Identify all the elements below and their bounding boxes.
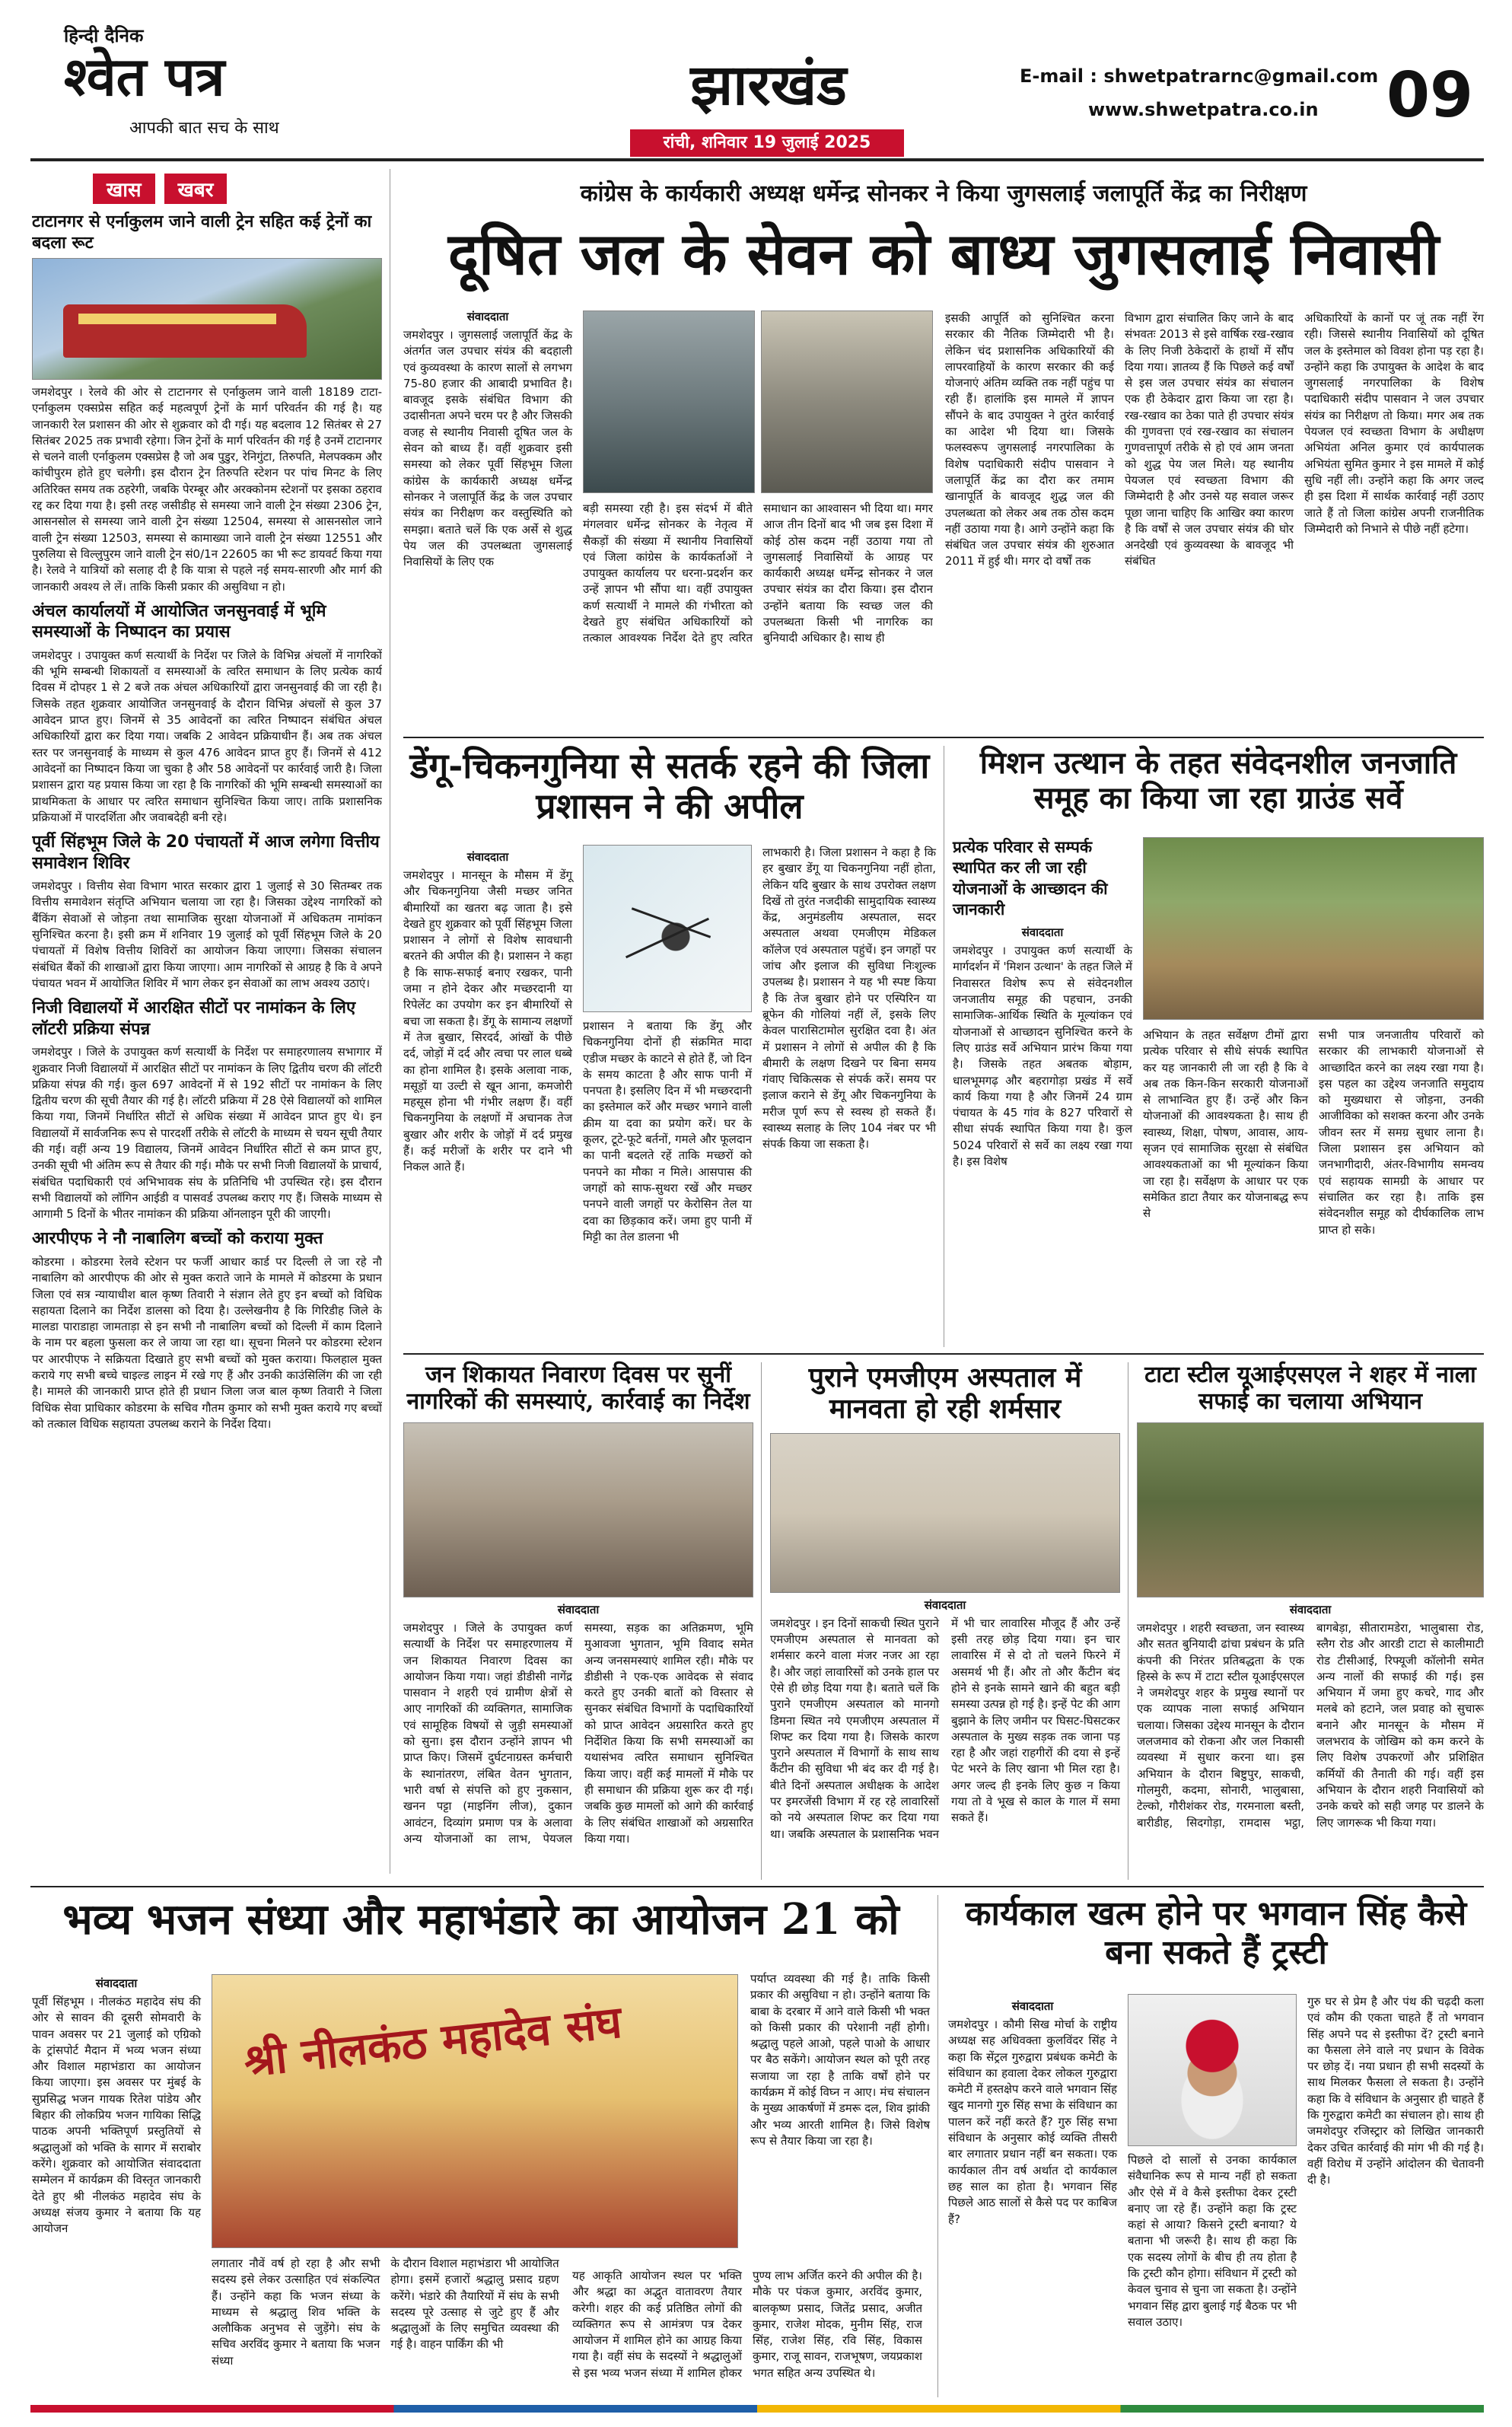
masthead-rule [30, 158, 1484, 161]
grievance-body: जमशेदपुर । जिले के उपायुक्त कर्ण सत्यार्थी के निर्देश पर समाहरणालय में जन शिकायत निवारण दिवस का आयोजन किया गया। जहां डीडीसी नागेंद्र पासवान ने शहरी एवं ग्रामीण क्षेत्रों से आए नागरिकों की व्यक्तिगत, सामाजिक एवं सामूहिक विषयों से जुड़ी समस्याओं को सुना। इस दौरान उन्होंने ज्ञापन भी प्राप्त किए। जिसमें दुर्घटनाग्रस्त कर्मचारी के स्थानांतरण, लंबित वेतन भुगतान, भारी वर्षा से संपत्ति को हुए नुकसान, खनन पट्टा (माइनिंग लीज), दुकान आवंटन, दिव्यांग प्रमाण पत्र के अलावा अन्य योजनाओं का लाभ, पेयजल समस्या, सड़क का अतिक्रमण, भूमि मुआवजा भुगतान, भूमि विवाद समेत अन्य जनसमस्याएं शामिल रही। मौके पर डीडीसी ने एक-एक आवेदक से संवाद करते हुए उनकी बातों को विस्तार से सुनकर संबंधित विभागों के पदाधिकारियों को प्राप्त आवेदन अग्रसारित करते हुए निर्देशित किया कि सभी समस्याओं का यथासंभव त्वरित समाधान सुनिश्चित किया जाए। वहीं कई मामलों में मौके पर ही समाधान की प्रक्रिया शुरू कर दी गई। जबकि कुछ मामलों को आगे की कार्रवाई के लिए संबंधित शाखाओं को अग्रसारित किया गया। [403, 1621, 753, 1846]
trustee-byline: संवाददाता [1011, 1999, 1054, 2013]
bhajan-byline: संवाददाता [95, 1976, 138, 1990]
bottom-section-rule [30, 1886, 1484, 1887]
dengue-body-2: प्रशासन ने बताया कि डेंगू और चिकनगुनिया दोनों ही संक्रमित मादा एडीज मच्छर के काटने से होते हैं, जो दिन के समय काटता है और साफ पानी में पनपता है। इसलिए दिन में भी मच्छरदानी का इस्तेमाल करें और मच्छर भगाने वाली क्रीम या दवा का प्रयोग करें। घर के कूलर, टूटे-फूटे बर्तनों, गमले और फूलदान का पानी बदलते रहें ताकि मच्छरों को पनपने का मौका न मिले। आसपास की जगहों को साफ-सुथरा रखें और मच्छर पनपने वाली जगहों पर केरोसिन तेल या दवा का छिड़काव करें। जमा हुए पानी में मिट्टी का तेल डालना भी [583, 1019, 752, 1244]
lead-photo-1 [583, 311, 755, 493]
section-tabs [93, 174, 382, 204]
left-story-3-title: पूर्वी सिंहभूम जिले के 20 पंचायतों में आज लगेगा वित्तीय समावेशन शिविर [32, 833, 380, 873]
left-column [32, 169, 382, 1874]
grievance-headline: जन शिकायत निवारण दिवस पर सुनीं नागरिकों की समस्याएं, कार्रवाई का निर्देश [406, 1362, 750, 1415]
masthead-tag: हिन्दी दैनिक [64, 25, 144, 46]
bhajan-body-3: के दौरान विशाल महाभंडारा भी आयोजित होगा। इसमें हजारों श्रद्धालु प्रसाद ग्रहण करेंगे। भंडारे की तैयारियों में संघ के सभी सदस्य पूरे उत्साह से जुटे हुए हैं और श्रद्धालुओं के लिए समुचित व्यवस्था की गई है। वाहन पार्किंग की भी [390, 2257, 559, 2352]
mgm-byline: संवाददाता [924, 1597, 966, 1612]
masthead-tagline: आपकी बात सच के साथ [129, 119, 279, 138]
mgm-headline: पुराने एमजीएम अस्पताल में मानवता हो रही शर्मसार [808, 1362, 1082, 1425]
left-story-1-title: टाटानगर से एर्नाकुलम जाने वाली ट्रेन सहित कई ट्रेनों का बदला रूट [32, 212, 372, 253]
lead-body-3: इसकी आपूर्ति को सुनिश्चित करना सरकार की नैतिक जिम्मेदारी भी है। लेकिन चंद प्रशासनिक अधिकारियों की लापरवाहियों के कारण सरकार की कई योजनाएं अंतिम व्यक्ति तक नहीं पहुंच पा रही हैं। हालांकि इस मामले में ज्ञापन सौंपने के बाद उपायुक्त ने तुरंत कार्रवाई का आदेश भी दिया था। जिसके फलस्वरूप जुगसलाई नगरपालिका के विशेष पदाधिकारी संदीप पासवान ने जलापूर्ति केंद्र का दौरा कर तमाम खानापूर्ति के बावजूद शुद्ध जल की उपलब्धता को लेकर अब तक ठोस कदम नहीं उठाया गया है। आगे उन्होंने कहा कि संबंधित जल उपचार संयंत्र की शुरुआत 2011 में हुई थी। मगर दो वर्षों तक [945, 311, 1114, 569]
dengue-headline: डेंगू-चिकनगुनिया से सतर्क रहने की जिला प्रशासन ने की अपील [409, 745, 930, 827]
mid-rule [403, 1353, 1484, 1355]
bhajan-divider [937, 1895, 938, 2397]
bhajan-headline: भव्य भजन संध्या और महाभंडारे का आयोजन 21 को [62, 1894, 899, 1944]
lead-body-4: विभाग द्वारा संचालित किए जाने के बाद संभवतः 2013 से इसे वार्षिक रख-रखाव के लिए निजी ठेकेदारों के हाथों में सौंप दिया गया। ज्ञातव्य हैं कि पिछले कई वर्षों से इस जल उपचार संयंत्र का संचालन एक ही ठेकेदार द्वारा किया जा रहा है। रख-रखाव का ठेका पाते ही उपचार संयंत्र की गुणवत्ता एवं रख-रखाव का संचालन गुणवत्तापूर्ण तरीके से हो एवं आम जनता को शुद्ध पेय जल मिले। यह स्थानीय पेयजल एवं स्वच्छता विभाग की जिम्मेदारी है और उनसे यह सवाल जरूर पूछा जाना चाहिए कि आखिर क्या कारण है कि वर्षों से जल उपचार संयंत्र की घोर अनदेखी एवं कुव्यवस्था के बावजूद भी संबंधित [1125, 311, 1294, 569]
mission-body-3: सभी पात्र जनजातीय परिवारों को सरकार की लाभकारी योजनाओं से आच्छादित करने का लक्ष्य रखा गया है। इस पहल का उद्देश्य जनजाति समुदाय को मुख्यधारा से जोड़ना, उनकी आजीविका को सशक्त करना और उनके जीवन स्तर में समग्र सुधार लाना है। जिला प्रशासन इस अभियान को जनभागीदारी, अंतर-विभागीय समन्वय एवं सहायक सामग्री के आधार पर संचालित कर रहा है। ताकि इस संवेदनशील समूह को दीर्घकालिक लाभ प्राप्त हो सके। [1319, 1028, 1484, 1237]
trustee-body-3: गुरु घर से प्रेम है और पंथ की चढ़दी कला एवं कौम की एकता चाहते हैं तो भगवान सिंह अपने पद से इस्तीफा दें? ट्रस्टी बनाने का फैसला लेने वाले नए प्रधान के विवेक पर छोड़ दें। नया प्रधान ही सभी सदस्यों के साथ मिलकर फैसला ले सकता है। उन्होंने कहा कि वे संविधान के अनुसार ही चाहते हैं कि गुरुद्वारा कमेटी का संचालन हो। साथ ही जमशेदपुर रजिस्ट्रार को लिखित जानकारी देकर उचित कार्रवाई की मांग भी की गई है। वहीं विरोध में उन्होंने आंदोलन की चेतावनी दी है। [1307, 1995, 1484, 2187]
grievance-divider [761, 1362, 762, 1880]
bhajan-body-2: लगातार नौवें वर्ष हो रहा है और सभी सदस्य इसे लेकर उत्साहित एवं संकल्पित हैं। उन्होंने कहा कि भजन संध्या के माध्यम से श्रद्धालु शिव भक्ति के अलौकिक अनुभव से जुड़ेंगे। संघ के सचिव अरविंद कुमार ने बताया कि भजन संध्या [212, 2257, 380, 2368]
grievance-story [403, 1362, 753, 1880]
mgm-story [770, 1362, 1120, 1880]
dengue-body-1: जमशेदपुर । मानसून के मौसम में डेंगू और चिकनगुनिया जैसी मच्छर जनित बीमारियों का खतरा बढ़ जाता है। इसे देखते हुए शुक्रवार को पूर्वी सिंहभूम जिला प्रशासन ने लोगों से विशेष सावधानी बरतने की अपील की है। प्रशासन ने कहा है कि साफ-सफाई बनाए रखकर, पानी जमा न होने देकर और मच्छरदानी या रिपेलेंट का उपयोग कर इन बीमारियों से बचा जा सकता है। डेंगू के सामान्य लक्षणों में तेज बुखार, सिरदर्द, आंखों के पीछे दर्द, जोड़ों में दर्द और त्वचा पर लाल धब्बे का होना शामिल है। इसके अलावा नाक, मसूड़ों या उल्टी से खून आना, कमजोरी महसूस होना भी गंभीर लक्षण हैं। वहीं चिकनगुनिया के लक्षणों में अचानक तेज बुखार और शरीर के जोड़ों में दर्द प्रमुख हैं। कई मरीजों के शरीर पर दाने भी निकल आते हैं। [403, 868, 572, 1174]
bhajan-body-5: यह आकृति आयोजन स्थल पर भक्ति और श्रद्धा का अद्भुत वातावरण तैयार करेगी। शहर की कई प्रतिष्ठित लोगों की व्यक्तिगत रूप से आमंत्रण पत्र देकर आयोजन में शामिल होने का आग्रह किया गया है। वहीं संघ के सदस्यों ने श्रद्धालुओं से इस भव्य भजन संध्या में शामिल होकर पुण्य लाभ अर्जित करने की अपील की है। मौके पर पंकज कुमार, अरविंद कुमार, बालकृष्ण प्रसाद, जितेंद्र प्रसाद, अजीत कुमार, राजेश मोदक, मुनीम सिंह, राज सिंह, राजेश सिंह, रवि सिंह, विकास कुमार, राजू सावन, राजभूषण, जयप्रकाश भगत सहित अन्य उपस्थित थे। [572, 2269, 922, 2380]
mgm-body: जमशेदपुर । इन दिनों साकची स्थित पुराने एमजीएम अस्पताल से मानवता को शर्मसार करने वाला मंजर नजर आ रहा है। और जहां लावारिसों को उनके हाल पर ऐसे ही छोड़ दिया गया है। बताते चलें कि पुराने एमजीएम अस्पताल को मानगो डिमना स्थित नये एमजीएम अस्पताल में शिफ्ट कर दिया गया है। जिसके कारण पुराने अस्पताल में विभागों के साथ साथ कैंटीन की सुविधा भी बंद कर दी गई है। बीते दिनों अस्पताल अधीक्षक के आदेश पर इमरजेंसी विभाग में रह रहे लावारिसों को नये अस्पताल शिफ्ट कर दिया गया था। जबकि अस्पताल के प्रशासनिक भवन में भी चार लावारिस मौजूद हैं और उन्हें इसी तरह छोड़ दिया गया। इन चार लावारिस में से दो तो चलने फिरने में असमर्थ भी हैं। और तो और कैंटीन बंद होने से इनके सामने खाने की बहुत बड़ी समस्या उत्पन्न हो गई है। इन्हें पेट की आग बुझाने के लिए जमीन पर घिसट-घिसटकर अस्पताल के मुख्य सड़क तक जाना पड़ रहा है और जहां राहगीरों की दया से इन्हें पेट भरने के लिए खाना भी मिल रहा है। अगर जल्द ही इनके लिए कुछ न किया गया तो वे भूख से काल के गाल में समा सकते हैं। [770, 1616, 1120, 1841]
lead-body-1: जमशेदपुर । जुगसलाई जलापूर्ति केंद्र के अंतर्गत जल उपचार संयंत्र की बदहाली एवं कुव्यवस्था के कारण सालों से लगभग 75-80 हजार की आबादी प्रभावित है। बावजूद इसके संबंधित विभाग की उदासीनता अपने चरम पर है और जिसकी वजह से स्थानीय निवासी दूषित जल के सेवन को बाध्य हैं। वहीं शुक्रवार इसी समस्या को लेकर पूर्वी सिंहभूम जिला कांग्रेस के कार्यकारी अध्यक्ष धर्मेन्द्र सोनकर ने जलापूर्ति केंद्र के जल उपचार संयंत्र का निरीक्षण कर वस्तुस्थिति को समझा। बताते चलें कि एक अर्से से शुद्ध पेय जल की उपलब्धता जुगसलाई निवासियों के लिए एक [403, 328, 572, 569]
dengue-body-3: लाभकारी है। जिला प्रशासन ने कहा है कि हर बुखार डेंगू या चिकनगुनिया नहीं होता, लेकिन यदि बुखार के साथ उपरोक्त लक्षण दिखें तो तुरंत नजदीकी सामुदायिक स्वास्थ्य केंद्र, अनुमंडलीय अस्पताल, सदर अस्पताल अथवा एमजीएम मेडिकल कॉलेज एवं अस्पताल पहुंचें। इन जगहों पर जांच और इलाज की सुविधा निःशुल्क उपलब्ध है। प्रशासन ने यह भी स्पष्ट किया है कि तेज बुखार होने पर एस्पिरिन या ब्रूफेन की गोलियां नहीं लें, इसके लिए केवल पारासिटामोल सुरक्षित दवा है। अंत में प्रशासन ने लोगों से अपील की है कि बीमारी के लक्षण दिखने पर बिना समय गंवाए चिकित्सक से संपर्क करें। समय पर इलाज कराने से डेंगू और चिकनगुनिया के मरीज पूर्ण रूप से स्वस्थ हो सकते हैं। स्वास्थ्य सलाह के लिए 104 नंबर पर भी संपर्क किया जा सकता है। [762, 846, 936, 1151]
mission-headline: मिशन उत्थान के तहत संवेदनशील जनजाति समूह का किया जा रहा ग्राउंड सर्वे [979, 745, 1457, 816]
dengue-byline: संवाददाता [466, 850, 509, 864]
lead-bottom-rule [403, 737, 1484, 738]
trustee-portrait [1128, 1994, 1297, 2146]
mission-story [953, 746, 1484, 1355]
left-story-1-body: जमशेदपुर । रेलवे की ओर से टाटानगर से एर्नाकुलम जाने वाली 18189 टाटा-एर्नाकुलम एक्सप्रेस सहित कई महत्वपूर्ण ट्रेनों के मार्ग परिवर्तन की गई है। यह जानकारी रेल प्रशासन की ओर से शुक्रवार को दी गई। यह बदलाव 12 सितंबर से 27 सितंबर 2025 तक प्रभावी रहेगा। जिन ट्रेनों के मार्ग परिवर्तन की गई है उनमें टाटानगर से चलने वाली एर्नाकुलम एक्सप्रेस है जो अब पुडुर, रेनिगुंटा, तिरुपति, मेलपक्कम और कांचीपुरम होते हुए चलेगी। इस दौरान ट्रेन तिरुपति स्टेशन पर पांच मिनट के लिए अतिरिक्त समय तक ठहरेगी, जबकि पेरम्बूर और अरक्कोनम स्टेशनों पर इसका ठहराव रद्द कर दिया गया है। इसी तरह जसीडीह से समस्या जाने वाली ट्रेन संख्या 2306 ट्रेन, आसनसोल से समस्या जाने वाली ट्रेन संख्या 12504, समस्या से आसनसोल जाने वाली ट्रेन संख्या 12503, समस्या से कामाख्या जाने वाली ट्रेन संख्या 12551 और पुरुलिया से विल्लुपुरम जाने वाली ट्रेन सं0/1न 22605 का भी रूट डायवर्ट किया गया है। रेलवे ने यात्रियों को सलाह दी है कि यात्रा से पहले नई समय-सारणी और मार्ग की जानकारी अवश्य ले लें। ताकि किसी प्रकार की असुविधा न हो। [32, 385, 382, 594]
drain-cleaning-photo [1137, 1422, 1484, 1597]
trustee-body-1: जमशेदपुर । कौमी सिख मोर्चा के राष्ट्रीय अध्यक्ष सह अधिवक्ता कुलविंदर सिंह ने कहा कि सेंट्रल गुरुद्वारा प्रबंधक कमेटी के संविधान का हवाला देकर लोकल गुरुद्वारा कमेटी में हस्तक्षेप करने वाले भगवान सिंह खुद मानगो गुरु सिंह सभा के संविधान का पालन करें नहीं करते हैं? गुरु सिंह सभा संविधान के अनुसार कोई व्यक्ति तीसरी बार लगातार प्रधान नहीं बन सकता। एक कार्यकाल तीन वर्ष अर्थात दो कार्यकाल छह साल का होता है। भगवान सिंह पिछले आठ सालों से कैसे पद पर काबिज हैं? [948, 2018, 1117, 2226]
tata-byline: संवाददाता [1289, 1603, 1332, 1616]
tab-khas: खास [93, 174, 155, 204]
tab-khabar: खबर [164, 174, 228, 204]
lead-headline: दूषित जल के सेवन को बाध्य जुगसलाई निवासी [447, 220, 1440, 288]
left-story-4-body: जमशेदपुर । जिले के उपायुक्त कर्ण सत्यार्थी के निर्देश पर समाहरणालय सभागार में शुक्रवार निजी विद्यालयों में आरक्षित सीटों पर नामांकन के लिए द्वितीय चरण की लॉटरी प्रक्रिया संपन्न की गई। कुल 697 आवेदनों में से 192 सीटों पर नामांकन के लिए द्वितीय चरण की सूची तैयार की गई है। लॉटरी प्रक्रिया में 28 ऐसे विद्यालयों को शामिल किया गया, जिनमें निर्धारित सीटों से अधिक संख्या में आवेदन प्राप्त हुए थे। इन विद्यालयों में सार्वजनिक रूप से पारदर्शी तरीके से लॉटरी के माध्यम से चयन सूची तैयार की गई। वहीं अन्य 19 विद्यालय, जिनमें आवेदन निर्धारित सीटों से कम प्राप्त हुए, उनकी सूची भी अंतिम रूप से तैयार की गई। मौके पर सभी निजी विद्यालयों के प्राचार्य, संबंधित पदाधिकारी एवं अभिभावक संघ के प्रतिनिधि भी उपस्थित रहे। इस दौरान सभी विद्यालयों को लॉगिन आईडी व पासवर्ड उपलब्ध कराए गए हैं। जिसके माध्यम से आगामी 5 दिनों के भीतर नामांकन की प्रक्रिया ऑनलाइन पूरी की जाएगी। [32, 1045, 382, 1221]
mosquito-photo [583, 845, 752, 1012]
trustee-story [948, 1895, 1484, 2397]
section-title: झारखंड [690, 53, 847, 118]
bhajan-body-1: पूर्वी सिंहभूम । नीलकंठ महादेव संघ की ओर से सावन की दूसरी सोमवारी के पावन अवसर पर 21 जुलाई को एग्रिको के ट्रांसपोर्ट मैदान में भव्य भजन संध्या और विशाल महाभंडारा का आयोजन किया जाएगा। इस अवसर पर मुंबई के सुप्रसिद्ध भजन गायक रितेश पांडेय और बिहार की लोकप्रिय भजन गायिका सिद्धि पाठक अपनी भक्तिपूर्ण प्रस्तुतियों से श्रद्धालुओं को भक्ति के सागर में सराबोर करेंगे। शुक्रवार को आयोजित संवाददाता सम्मेलन में कार्यक्रम की विस्तृत जानकारी देते हुए श्री नीलकंठ महादेव संघ के अध्यक्ष संजय कुमार ने बताया कि यह आयोजन [32, 1995, 201, 2236]
lead-photo-2 [761, 311, 933, 493]
email: E-mail : shwetpatrarnc@gmail.com [1020, 65, 1379, 87]
left-story-5-title: आरपीएफ ने नौ नाबालिग बच्चों को कराया मुक्त [32, 1229, 323, 1249]
left-story-2-body: जमशेदपुर । उपायुक्त कर्ण सत्यार्थी के निर्देश पर जिले के विभिन्न अंचलों में नागरिकों की भूमि सम्बन्धी शिकायतों व समस्याओं के त्वरित समाधान के लिए प्रत्येक कार्य दिवस में दोपहर 1 से 2 बजे तक अंचल अधिकारियों द्वारा जनसुनवाई की जा रही है। जिसके तहत शुक्रवार आयोजित जनसुनवाई के दौरान विभिन्न अंचलों से कुल 37 आवेदन प्राप्त हुए। जिनमें से 35 आवेदनों का त्वरित निष्पादन संबंधित अंचल अधिकारियों द्वारा कर दिया गया। जबकि 2 आवेदन प्रक्रियाधीन हैं। अब तक अंचल स्तर पर जनसुनवाई के माध्यम से कुल 476 आवेदन प्राप्त हुए हैं। जिनमें से 412 आवेदनों का निष्पादन किया जा चुका है और 58 आवेदनों पर कार्रवाई जारी है। जिला प्रशासन द्वारा यह प्रयास किया जा रहा है कि नागरिकों की भूमि सम्बन्धी समस्याओं का प्राथमिकता के आधार पर त्वरित समाधान सुनिश्चित किया जाए। ताकि प्रशासनिक प्रक्रियाओं में पारदर्शिता और जवाबदेही बनी रहे। [32, 648, 382, 824]
left-story-4-title: निजी विद्यालयों में आरक्षित सीटों पर नामांकन के लिए लॉटरी प्रक्रिया संपन्न [32, 999, 356, 1039]
lead-story [403, 304, 1484, 731]
dengue-story [403, 746, 936, 1355]
tata-story [1137, 1362, 1484, 1880]
website: www.shwetpatra.co.in [1088, 99, 1319, 120]
mission-byline: संवाददाता [1021, 925, 1064, 940]
lead-body-2: बड़ी समस्या रही है। इस संदर्भ में बीते मंगलवार धर्मेन्द्र सोनकर के नेतृत्व में सैकड़ों की संख्या में स्थानीय निवासियों एवं जिला कांग्रेस के कार्यकर्ताओं ने उपायुक्त कार्यालय पर धरना-प्रदर्शन कर उन्हें ज्ञापन भी सौंपा था। वहीं उपायुक्त कर्ण सत्यार्थी ने मामले की गंभीरता को देखते हुए संबंधित अधिकारियों को तत्काल आवश्यक निर्देश देते हुए त्वरित समाधान का आश्वासन भी दिया था। मगर आज तीन दिनों बाद भी जब इस दिशा में कोई ठोस कदम नहीं उठाया गया तो जुगसलाई निवासियों के आग्रह पर कार्यकारी अध्यक्ष धर्मेन्द्र सोनकर ने जल उपचार संयंत्र का दौरा किया। इस दौरान उन्होंने बताया कि स्वच्छ जल की उपलब्धता किसी भी नागरिक का बुनियादी अधिकार है। साथ ही [583, 502, 933, 645]
bhajan-banner-text: श्री नीलकंठ महादेव संघ [241, 1995, 625, 2088]
lead-body-5: अधिकारियों के कानों पर जूं तक नहीं रेंग रही। जिससे स्थानीय निवासियों को दूषित जल के इस्तेमाल को विवश होना पड़ रहा है। उन्होंने कहा कि उपायुक्त के आदेश के बाद जुगसलाई नगरपालिका के विशेष पदाधिकारी संदीप पासवान ने जल उपचार संयंत्र का निरीक्षण तो किया। मगर अब तक पेयजल एवं स्वच्छता विभाग के अधीक्षण अभियंता अनिल कुमार एवं कार्यपालक अभियंता सुमित कुमार ने इस मामले में कोई सुधि नहीं ली। उन्होंने कहा कि अगर जल्द ही इस दिशा में सार्थक कार्रवाई नहीं उठाए जाते हैं तो जिला कांग्रेस अपनी राजनीतिक जिम्मेदारी को निभाने से पीछे नहीं हटेगा। [1304, 311, 1484, 536]
bhajan-body-4: पर्याप्त व्यवस्था की गई है। ताकि किसी प्रकार की असुविधा न हो। उन्होंने बताया कि बाबा के दरबार में आने वाले किसी भी भक्त को किसी प्रकार की परेशानी नहीं होगी। श्रद्धालु पहले आओ, पहले पाओ के आधार पर बैठ सकेंगे। आयोजन स्थल को पूरी तरह सजाया जा रहा है ताकि वर्षों होने पर कार्यक्रम में कोई विघ्न न आए। मंच संचालन के मुख्य आकर्षणों में डमरू दल, शिव झांकी और भव्य आरती शामिल है। जिसे विशेष रूप से तैयार किया जा रहा है। [750, 1972, 930, 2148]
page-number: 09 [1386, 59, 1474, 132]
grievance-photo [403, 1422, 753, 1597]
grievance-byline: संवाददाता [557, 1603, 600, 1616]
trustee-headline: कार्यकाल खत्म होने पर भगवान सिंह कैसे बना सकते हैं ट्रस्टी [965, 1894, 1467, 1972]
left-story-3-body: जमशेदपुर । वित्तीय सेवा विभाग भारत सरकार द्वारा 1 जुलाई से 30 सितम्बर तक वित्तीय समावेशन संतृप्ति अभियान चलाया जा रहा है। जिसका उद्देश्य नागरिकों को बैंकिंग सेवाओं से जोड़ना तथा सामाजिक सुरक्षा योजनाओं में अधिकतम नामांकन सुनिश्चित करना है। इसी क्रम में शनिवार 19 जुलाई को पूर्वी सिंहभूम जिले के 20 पंचायतों में विशेष वित्तीय शिविरों का आयोजन किया जाएगा। जिसका संचालन संबंधित बैंकों की शाखाओं द्वारा किया जाएगा। आम नागरिकों से आग्रह है कि वे अपने पंचायत भवन में आयोजित शिविर में भाग लेकर इन सेवाओं का लाभ अवश्य उठाएं। [32, 879, 382, 990]
masthead-name: श्वेत पत्र [64, 45, 225, 108]
mgm-photo [770, 1433, 1120, 1593]
trustee-body-2: पिछले दो सालों से उनका कार्यकाल संवैधानिक रूप से मान्य नहीं हो सकता और ऐसे में वे कैसे इस्तीफा देकर ट्रस्टी बनाए जा रहे हैं। उन्होंने कहा कि ट्रस्ट कहां से आया? किसने ट्रस्टी बनाया? ये बताना भी जरूरी है। साथ ही कहा कि एक सदस्य लोगों के बीच ही तय होता है कि ट्रस्टी कौन होगा। संविधान में ट्रस्टी को केवल चुनाव से चुना जा सकता है। उन्होंने भगवान सिंह द्वारा बुलाई गई बैठक पर भी सवाल उठाए। [1128, 2153, 1297, 2329]
dateline: रांची, शनिवार 19 जुलाई 2025 [630, 129, 904, 157]
tata-body: जमशेदपुर । शहरी स्वच्छता, जन स्वास्थ्य और सतत बुनियादी ढांचा प्रबंधन के प्रति कंपनी की निरंतर प्रतिबद्धता के एक हिस्से के रूप में टाटा स्टील यूआईएसएल ने जमशेदपुर शहर के प्रमुख स्थानों पर एक व्यापक नाला सफाई अभियान चलाया। जिसका उद्देश्य मानसून के दौरान जलजमाव को रोकना और जल निकासी व्यवस्था में सुधार करना था। इस अभियान के दौरान बिष्टुपुर, साकची, गोलमुरी, कदमा, सोनारी, भालुबासा, टेल्को, गौरीशंकर रोड, गरमनाला बस्ती, बारीडीह, सिदगोड़ा, रामदास भट्ठा, बागबेड़ा, सीतारामडेरा, भालुबासा रोड, स्लैग रोड और आरडी टाटा से कालीमाटी रोड टीसीआई, रिफ्यूजी कॉलोनी समेत अन्य नालों की सफाई की गई। इस अभियान में जमा हुए कचरे, गाद और मलबे को हटाने, जल प्रवाह को सुचारू बनाने और मानसून के मौसम में जलभराव के जोखिम को कम करने के लिए विशेष उपकरणों और प्रशिक्षित कर्मियों की तैनाती की गई। वहीं इस अभियान के दौरान शहरी निवासियों को उनके कचरे को सही जगह पर डालने के लिए जागरूक भी किया गया। [1137, 1621, 1484, 1830]
train-photo [32, 258, 382, 380]
tribal-survey-photo [1143, 837, 1484, 1020]
mission-body-2: अभियान के तहत सर्वेक्षण टीमों द्वारा प्रत्येक परिवार से सीधे संपर्क स्थापित कर यह जानकारी ली जा रही है कि वे अब तक किन-किन सरकारी योजनाओं से लाभान्वित हुए हैं। उन्हें और किन योजनाओं की आवश्यकता है। साथ ही स्वास्थ्य, शिक्षा, पोषण, आवास, आय-सृजन एवं सामाजिक सुरक्षा से संबंधित आवश्यकताओं का भी मूल्यांकन किया जा रहा है। सर्वेक्षण के आधार पर एक समेकित डाटा तैयार कर योजनाबद्ध रूप से [1143, 1028, 1308, 1221]
mission-subhead: प्रत्येक परिवार से सम्पर्क स्थापित कर ली जा रही योजनाओं के आच्छादन की जानकारी [953, 838, 1108, 919]
bhajan-photo [212, 1974, 738, 2248]
footer-color-bar [30, 2405, 1484, 2413]
lead-kicker: कांग्रेस के कार्यकारी अध्यक्ष धर्मेन्द्र सोनकर ने किया जुगसलाई जलापूर्ति केंद्र का निरीक्षण [580, 180, 1307, 207]
left-story-5-body: कोडरमा । कोडरमा रेलवे स्टेशन पर फर्जी आधार कार्ड पर दिल्ली ले जा रहे नौ नाबालिग को आरपीएफ की ओर से मुक्त कराते जाने के मामले में कोडरमा के प्रधान जिला एवं सत्र न्यायाधीश बाल कृष्ण तिवारी ने संज्ञान लेते हुए इन बच्चों को विधिक सहायता दिलाने का निर्देश डालसा को दिया है। उल्लेखनीय है कि गिरिडीह जिले के मालडा पाराडाहा जामताड़ा से इन सभी नौ नाबालिग बच्चों को दिल्ली में काम दिलाने के नाम पर बहला फुसला कर ले जाया जा रहा था। सूचना मिलने पर कोडरमा स्टेशन पर आरपीएफ ने सक्रियता दिखाते हुए सभी बच्चों को मुक्त कराया। फिलहाल मुक्त कराये गए सभी बच्चे चाइल्ड लाइन में रखे गए हैं और उनकी काउंसिलिंग की जा रही है। मामले की जानकारी प्राप्त होते ही प्रधान जिला जज बाल कृष्ण तिवारी ने जिला विधिक सेवा प्राधिकार कोडरमा के सचिव गौतम कुमार को सभी मुक्त कराये गए बच्चों को तत्काल विधिक सहायता उपलब्ध कराने के निर्देश दिया। [32, 1254, 382, 1431]
masthead [0, 0, 1512, 160]
mission-body-1: जमशेदपुर । उपायुक्त कर्ण सत्यार्थी के मार्गदर्शन में 'मिशन उत्थान' के तहत जिले में निवासरत विशेष रूप से संवेदनशील जनजातीय समूह की पहचान, उनकी सामाजिक-आर्थिक स्थिति के मूल्यांकन एवं योजनाओं से आच्छादन सुनिश्चित करने के लिए ग्राउंड सर्वे अभियान प्रारंभ किया गया है। जिसके तहत अबतक बोड़ाम, धालभूमगढ़ और बहरागोड़ा प्रखंड में सर्वे कार्य किया गया है और जिनमें 24 ग्राम पंचायत के 45 गांव के 827 परिवारों से सीधा संपर्क स्थापित किया गया है। कुल 5024 परिवारों से सर्वे का लक्ष्य रखा गया है। इस विशेष [953, 944, 1132, 1169]
left-story-2-title: अंचल कार्यालयों में आयोजित जनसुनवाई में भूमि समस्याओं के निष्पादन का प्रयास [32, 601, 326, 642]
tata-headline: टाटा स्टील यूआईएसएल ने शहर में नाला सफाई का चलाया अभियान [1144, 1362, 1476, 1415]
lead-byline: संवाददाता [466, 310, 509, 323]
